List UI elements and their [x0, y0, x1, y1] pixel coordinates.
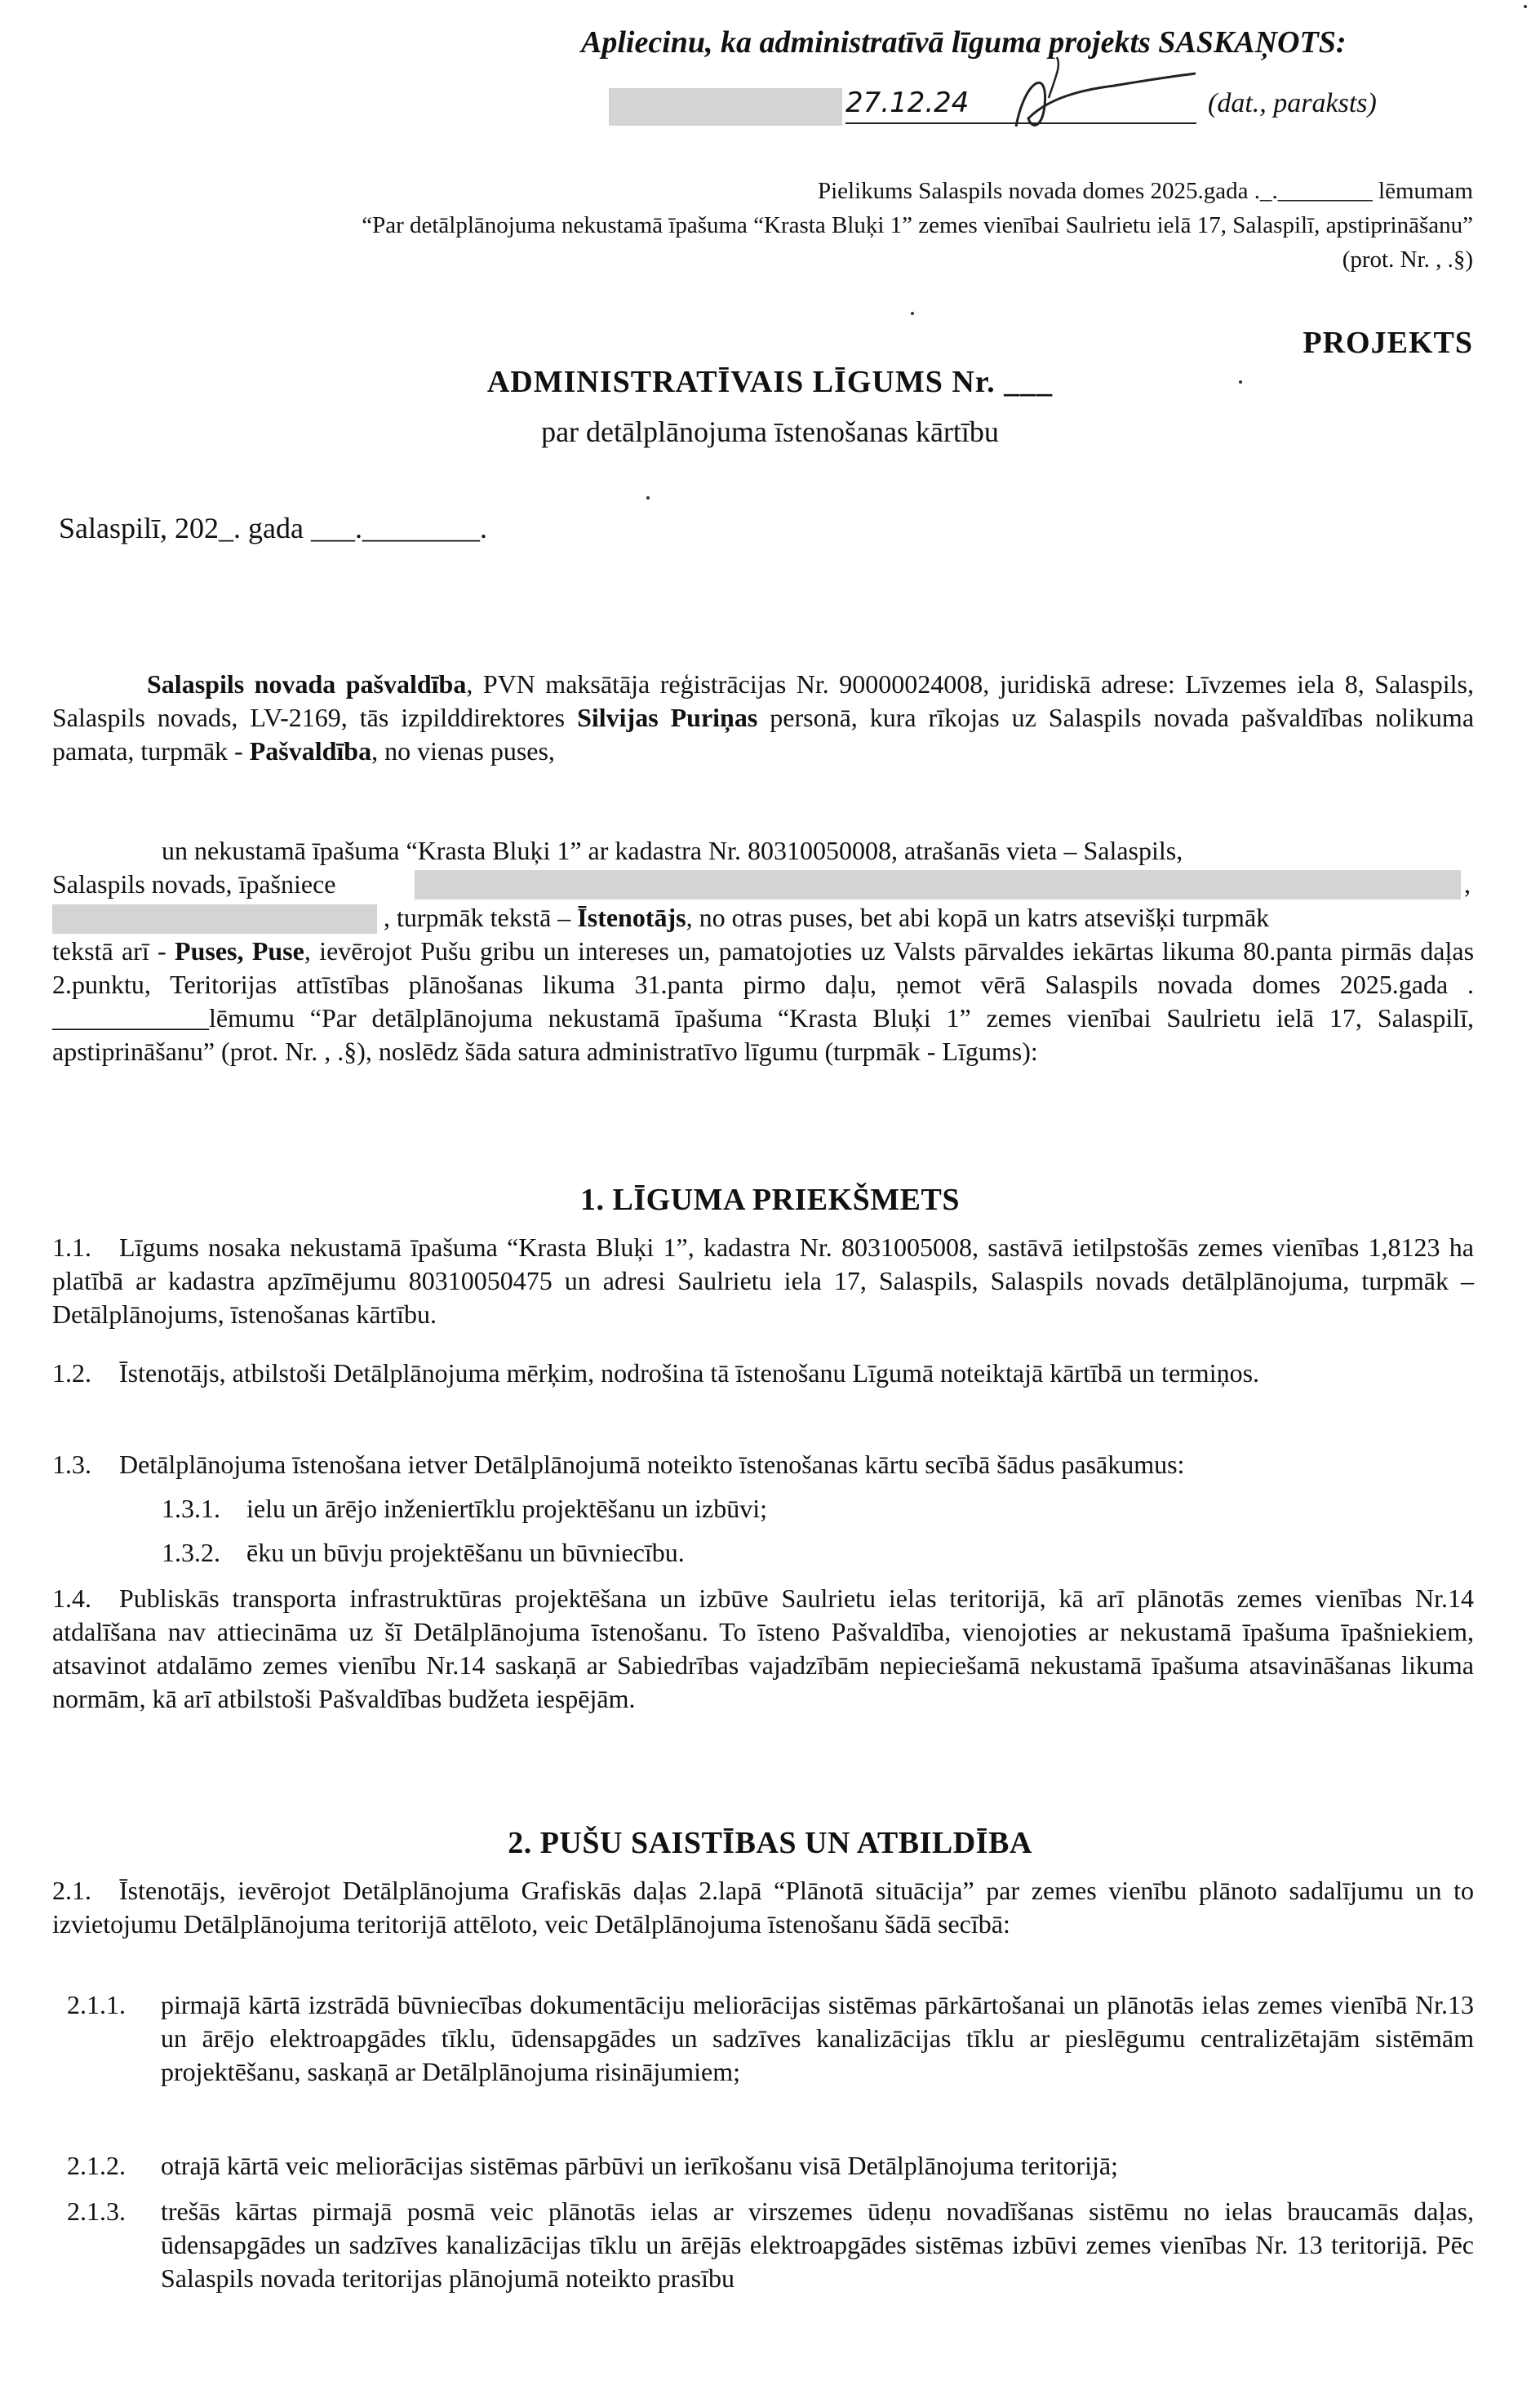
handwritten-signature [1000, 49, 1204, 139]
director-name: Silvijas Puriņas [577, 703, 758, 732]
project-stamp: PROJEKTS [1303, 326, 1473, 360]
item-number: 2.1.2. [67, 2151, 126, 2180]
item-number: 2.1.1. [67, 1990, 126, 2019]
p2-rest-a: tekstā arī - [52, 936, 175, 966]
party-municipality: Salaspils novada pašvaldība [147, 669, 467, 699]
approval-caption: (dat., paraksts) [1208, 88, 1377, 118]
parties-paragraph-2-line-1: un nekustamā īpašuma “Krasta Bluķi 1” ar kadastra Nr. 80310050008, atrašanās vieta – Salaspils, [162, 836, 1183, 865]
item-number: 1.1. [52, 1233, 91, 1262]
term-istenotajs: Īstenotājs [577, 903, 686, 932]
parties-paragraph-2-line-2: Salaspils novads, īpašniece [52, 869, 336, 899]
place-and-date: Salaspilī, 202_. gada ___.________. [59, 512, 487, 544]
term-puses: Puses, Puse [175, 936, 304, 966]
party-1-details: , PVN maksātāja reģistrācijas Nr. 90000024008, juridiskā adrese: Līvzemes iela 8, Salaspils, Salaspils novads, LV-2169, tās izpilddirektores [52, 669, 1475, 732]
scan-speck [1524, 5, 1527, 8]
item-2-1-1: pirmajā kārtā izstrādā būvniecības dokumentāciju meliorācijas sistēmas pārkārtošanai un plānotās ielas zemes vienībā Nr.13 un ārējo elektroapgādes tīklu, ūdensapgādes un sadzīves kanalizācijas tīklu ar pieslēgumu centralizētajām sistēmām projektēšanu, saskaņā ar Detālplānojuma risinājumiem; [161, 1990, 1474, 2086]
item-1-2: Īstenotājs, atbilstoši Detālplānojuma mērķim, nodrošina tā īstenošanu Līgumā noteiktajā kārtībā un termiņos. [119, 1358, 1260, 1388]
scan-speck [646, 496, 650, 500]
approval-date: 27.12.24 [845, 87, 970, 119]
parties-paragraph-2-rest [52, 935, 1474, 1068]
contract-subtitle: par detālplānojuma īstenošanas kārtību [541, 415, 999, 448]
comma: , [1464, 869, 1471, 899]
item-number: 2.1. [52, 1876, 91, 1905]
item-1-4: Publiskās transporta infrastruktūras projektēšana un izbūve Saulrietu ielas teritorijā, kā arī plānotās zemes vienības Nr.14 atdalīšana nav attiecināma uz šī Detālplānojuma īstenošanu. To īsteno Pašvaldība, vienojoties ar nekustamā īpašuma īpašniekiem, atsavinot atdalāmo zemes vienību Nr.14 saskaņā ar Sabiedrības vajadzībām nepieciešamā nekustamā īpašuma atsavināšanas likuma normām, kā arī atbilstoši Pašvaldības budžeta iespējām. [52, 1583, 1474, 1713]
party-1-end: , no vienas puses, [371, 736, 555, 766]
section-1-heading: 1. LĪGUMA PRIEKŠMETS [579, 1183, 961, 1217]
annex-line-2: “Par detālplānojuma nekustamā īpašuma “Krasta Bluķi 1” zemes vienībai Saulrietu ielā 17, Salaspilī, apstiprināšanu” [362, 212, 1473, 238]
contract-title: ADMINISTRATĪVAIS LĪGUMS Nr. ___ [486, 365, 1054, 399]
item-1-3-1: ielu un ārējo inženiertīklu projektēšanu un izbūvi; [246, 1494, 768, 1523]
parties-paragraph-1 [52, 668, 1474, 768]
item-2-1: Īstenotājs, ievērojot Detālplānojuma Grafiskās daļas 2.lapā “Plānotā situācija” par zemes vienību plānoto sadalījumu un to izvietojumu Detālplānojuma teritorijā attēloto, veic Detālplānojuma īstenošanu šādā secībā: [52, 1876, 1474, 1939]
scan-speck [911, 312, 914, 315]
party-1-basis: personā, kura rīkojas uz Salaspils novada pašvaldības nolikuma pamata, turpmāk - [52, 703, 1475, 766]
item-number: 2.1.3. [67, 2196, 126, 2226]
redacted-name [609, 88, 842, 126]
item-number: 1.3. [52, 1450, 91, 1479]
item-1-3: Detālplānojuma īstenošana ietver Detālplānojumā noteikto īstenošanas kārtu secībā šādus pasākumus: [119, 1450, 1185, 1479]
annex-line-3: (prot. Nr. , .§) [1342, 247, 1473, 273]
p2-rest-b: , ievērojot Pušu gribu un intereses un, pamatojoties uz Valsts pārvaldes iekārtas likuma 80.panta pirmās daļas 2.punktu, Teritorijas attīstības plānošanas likuma 31.panta pirmo daļu, ņemot vērā Salaspils novada domes 2025.gada . ____________lēmumu “Par detālplānojuma nekustamā īpašuma “Krasta Bluķi 1” zemes vienībai Saulrietu ielā 17, Salaspilī, apstiprināšanu” (prot. Nr. , .§), noslēdz šāda satura administratīvo līgumu (turpmāk - Līgums): [52, 936, 1475, 1066]
parties-paragraph-2-line-3 [384, 901, 1269, 934]
item-1-1: Līgums nosaka nekustamā īpašuma “Krasta Bluķi 1”, kadastra Nr. 8031005008, sastāvā ietilpstošās zemes vienības 1,8123 ha platībā ar kadastra apzīmējumu 80310050475 un adresi Saulrietu iela 17, Salaspils, Salaspils novads detālplānojuma, turpmāk – Detālplānojums, īstenošanas kārtību. [52, 1233, 1474, 1329]
scan-speck [1239, 380, 1242, 384]
item-1-3-2: ēku un būvju projektēšanu un būvniecību. [246, 1538, 685, 1567]
approval-heading: Apliecinu, ka administratīvā līguma projekts SASKAŅOTS: [581, 25, 1347, 60]
item-number: 1.4. [52, 1583, 91, 1613]
annex-line-1: Pielikums Salaspils novada domes 2025.gada ._.________ lēmumam [817, 178, 1473, 204]
p2-line3-a: , turpmāk tekstā – [384, 903, 578, 932]
item-2-1-3: trešās kārtas pirmajā posmā veic plānotās ielas ar virszemes ūdeņu novadīšanas sistēmu no ielas braucamās daļas, ūdensapgādes un sadzīves kanalizācijas tīklu un ārējās elektroapgādes sistēmas izbūvi zemes vienības Nr. 13 teritorijā. Pēc Salaspils novada teritorijas plānojumā noteikto prasību [161, 2196, 1474, 2293]
redacted-owner-id [52, 904, 377, 934]
item-number: 1.2. [52, 1358, 91, 1388]
item-number: 1.3.1. [162, 1494, 220, 1523]
p2-line3-b: , no otras puses, bet abi kopā un katrs atsevišķi turpmāk [686, 903, 1270, 932]
item-2-1-2: otrajā kārtā veic meliorācijas sistēmas pārbūvi un ierīkošanu visā Detālplānojuma teritorijā; [161, 2151, 1118, 2180]
section-2-heading: 2. PUŠU SAISTĪBAS UN ATBILDĪBA [508, 1826, 1032, 1860]
item-number: 1.3.2. [162, 1538, 220, 1567]
redacted-owner-name [415, 870, 1461, 899]
term-pasvaldiba: Pašvaldība [249, 736, 372, 766]
